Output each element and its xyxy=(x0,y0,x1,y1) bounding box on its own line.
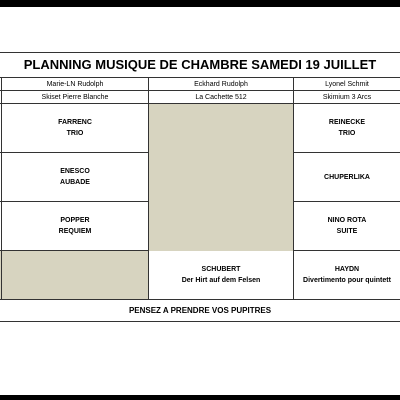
slot-3-col-1: POPPER REQUIEM xyxy=(2,202,149,250)
slot-4-col-3: HAYDN Divertimento pour quintett xyxy=(303,266,391,284)
room-row xyxy=(0,91,400,104)
slot-4-col-2: SCHUBERT Der Hirt auf dem Felsen xyxy=(149,251,294,299)
teacher-3: Lyonel Schmit xyxy=(325,80,369,88)
room-2: La Cachette 512 xyxy=(149,91,294,103)
room-3: Skimium 3 Arcs xyxy=(322,93,372,101)
teacher-1: Marie-LN Rudolph xyxy=(2,78,149,90)
schedule-title: PLANNING MUSIQUE DE CHAMBRE SAMEDI 19 JUILLET xyxy=(0,53,400,78)
top-black-bar xyxy=(0,0,400,7)
slot-1-col-1: FARRENC TRIO xyxy=(2,104,149,152)
slot-1-col-3: REINECKE TRIO xyxy=(328,119,366,137)
slot-3-col-3: NINO ROTA SUITE xyxy=(327,217,367,235)
empty-slot-block xyxy=(149,104,294,251)
slot-row-4 xyxy=(0,251,400,300)
teacher-row xyxy=(0,78,400,91)
slot-2-col-1: ENESCO AUBADE xyxy=(2,153,149,201)
bottom-black-bar xyxy=(0,395,400,400)
schedule-sheet xyxy=(0,52,400,322)
footer-note: PENSEZ A PRENDRE VOS PUPITRES xyxy=(128,306,272,315)
teacher-2: Eckhard Rudolph xyxy=(149,78,294,90)
slot-2-col-3: CHUPERLIKA xyxy=(324,173,370,181)
slot-4-col-1-empty xyxy=(2,251,149,299)
room-1: Skiset Pierre Blanche xyxy=(2,91,149,103)
